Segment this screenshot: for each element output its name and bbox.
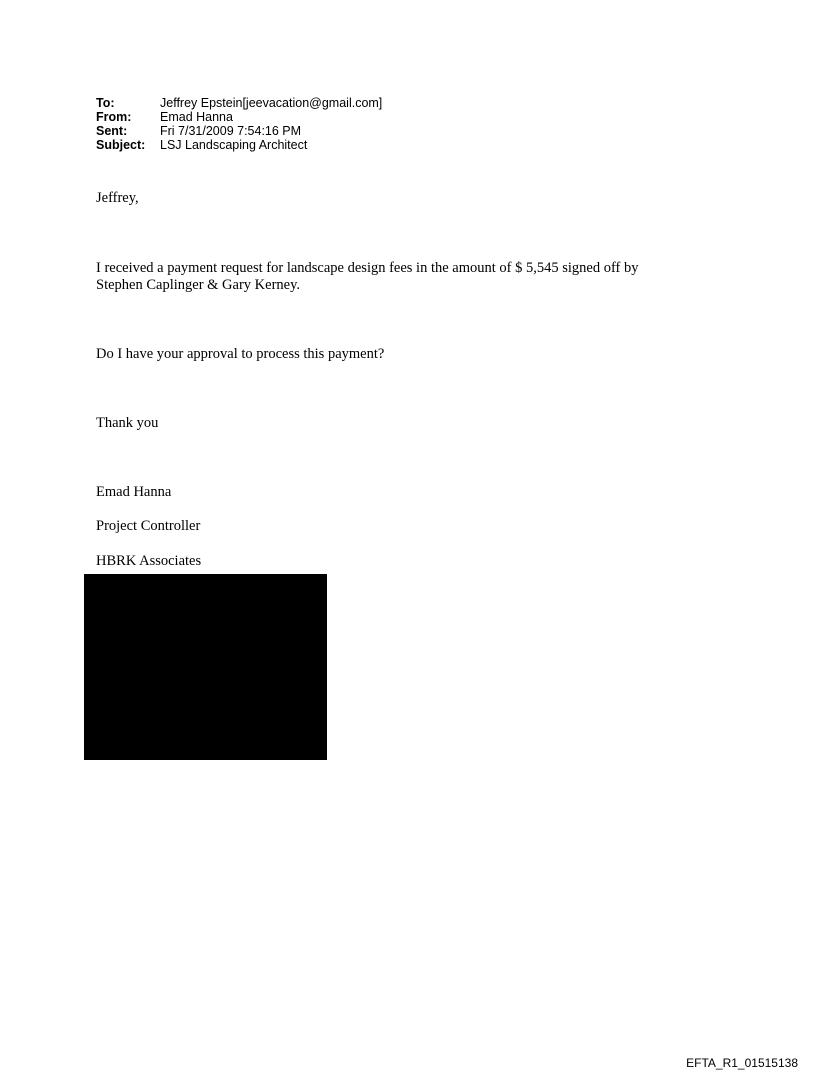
email-header (96, 96, 382, 152)
header-sent-label: Sent: (96, 124, 128, 138)
bates-number: EFTA_R1_01515138 (686, 1056, 798, 1070)
signature-company: HBRK Associates (96, 553, 202, 569)
header-to-label: To: (96, 96, 115, 110)
header-subject-value: LSJ Landscaping Architect (160, 138, 308, 152)
email-paragraph-line-2: Stephen Caplinger & Gary Kerney. (96, 277, 301, 293)
header-to-value: Jeffrey Epstein[jeevacation@gmail.com] (160, 96, 383, 110)
header-sent-value: Fri 7/31/2009 7:54:16 PM (160, 124, 302, 138)
header-from-row (96, 110, 382, 124)
email-paragraph (96, 260, 639, 294)
redaction-block (84, 574, 327, 760)
email-greeting: Jeffrey, (96, 190, 139, 206)
signature-title: Project Controller (96, 518, 201, 534)
header-from-value: Emad Hanna (160, 110, 233, 124)
email-question: Do I have your approval to process this payment? (96, 346, 385, 362)
header-subject-row (96, 138, 382, 152)
header-sent-row (96, 124, 382, 138)
signature-name: Emad Hanna (96, 484, 172, 500)
header-subject-label: Subject: (96, 138, 146, 152)
header-from-label: From: (96, 110, 132, 124)
header-to-row (96, 96, 382, 110)
email-closing: Thank you (96, 415, 159, 431)
email-paragraph-line-1: I received a payment request for landscape design fees in the amount of $ 5,545 signed off by (96, 260, 639, 276)
